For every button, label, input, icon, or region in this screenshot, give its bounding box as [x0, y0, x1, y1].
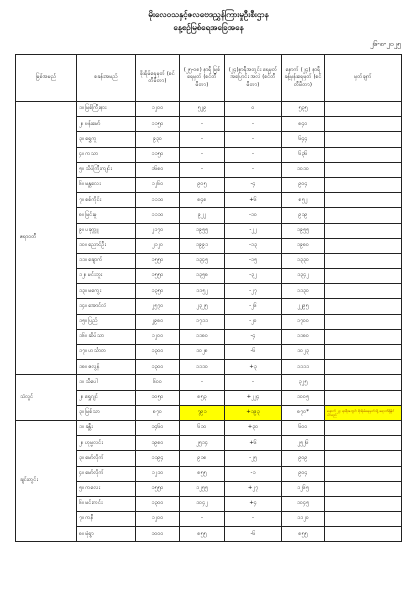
current-level-cell: ၇၉၁ [180, 405, 225, 420]
level-change-cell: - [225, 512, 282, 527]
remark-cell [325, 375, 402, 390]
station-cell: ၇။ စစ်ကိုင်း [77, 193, 136, 208]
warning-level-cell: ၁၁၉၄ [136, 451, 180, 466]
river-name-cell: သံလွင် [16, 375, 77, 421]
current-level-cell: ၁၁၁၀ [180, 360, 225, 375]
warning-level-cell: ၁၁၁၀ [136, 208, 180, 223]
station-cell: ၁၅။ ပြည် [77, 314, 136, 329]
station-cell: ၇။ ကနီ [77, 512, 136, 527]
warning-level-cell: ၁၁၅၀ [136, 117, 180, 132]
remark-cell [325, 147, 402, 162]
station-cell: ၅။ သိပ်ကြီးကျင်း [77, 162, 136, 177]
current-level-cell: ၉၀၅ [180, 177, 225, 192]
station-cell: ၈။ မုံရွာ [77, 527, 136, 542]
warning-level-cell: ၁၀၅၀ [136, 390, 180, 405]
station-cell: ၁၂။ မင်းဘူး [77, 269, 136, 284]
forecast-cell: ၆၄၄ [282, 132, 325, 147]
forecast-cell: ၁၀၀၅ [282, 390, 325, 405]
river-name-cell: ဧရာဝတီ [16, 102, 77, 375]
col-header-change: (၂၄)နာရီအတွင်း ရေမှတ်အပြောင်း အလဲ (စင်တီမီတာ) [225, 55, 282, 102]
header-row [16, 55, 402, 102]
current-level-cell: ၁၀၂၈ [180, 345, 225, 360]
level-change-cell: -၂၅ [225, 451, 282, 466]
forecast-cell: ၁၀၂၃ [282, 345, 325, 360]
remark-cell [325, 329, 402, 344]
level-change-cell: -၂၆ [225, 299, 282, 314]
current-level-cell: ၉၂၂ [180, 208, 225, 223]
remark-cell [325, 177, 402, 192]
station-cell: ၁၈။ ဇလွန် [77, 360, 136, 375]
remark-cell [325, 208, 402, 223]
forecast-cell: ၁၁၃၀ [282, 284, 325, 299]
level-change-cell: -၆ [225, 345, 282, 360]
level-change-cell: +၂၂၄ [225, 390, 282, 405]
river-name-cell: ချင်းတွင်း [16, 420, 77, 542]
forecast-cell: ၈၅၅ [282, 527, 325, 542]
station-cell: ၁၁။ ချောက် [77, 253, 136, 268]
current-level-cell: ၁၁၈၀ [180, 329, 225, 344]
warning-level-cell: ၁၂၀၀ [136, 512, 180, 527]
level-change-cell: -၄ [225, 177, 282, 192]
report-date: ၂၆-၈-၂၀၂၅ [369, 40, 401, 48]
remark-cell [325, 345, 402, 360]
level-change-cell: -၁၅ [225, 253, 282, 268]
current-level-cell: ၈၅၅ [180, 466, 225, 481]
forecast-cell: ၉၀၉ [282, 451, 325, 466]
station-cell: ၂။ ရွှေဂျင် [77, 390, 136, 405]
current-level-cell: ၁၃၄၅ [180, 253, 225, 268]
station-cell: ၉။ ပခုက္ကူ [77, 223, 136, 238]
level-change-cell: -၂၀ [225, 314, 282, 329]
level-change-cell: -၂၂ [225, 223, 282, 238]
table-row [16, 420, 402, 435]
warning-level-cell: ၁၁၅၀ [136, 147, 180, 162]
level-change-cell: -၁၀ [225, 208, 282, 223]
level-change-cell: ၀ [225, 102, 282, 117]
station-cell: ၃။ ရွှေကူ [77, 132, 136, 147]
warning-level-cell: ၁၂၀၀ [136, 329, 180, 344]
station-cell: ၁၀။ ညောင်ဦး [77, 238, 136, 253]
level-change-cell: +၁၉၃ [225, 405, 282, 420]
current-level-cell: ၂၃၂၅ [180, 299, 225, 314]
remark-cell [325, 420, 402, 435]
forecast-cell: ၃၂၅ [282, 375, 325, 390]
river-level-table [15, 54, 402, 542]
forecast-cell: ၆၃၆ [282, 147, 325, 162]
current-level-cell: ၈၅၃ [180, 390, 225, 405]
warning-level-cell: ၁၆၈၀ [136, 162, 180, 177]
remark-cell [325, 253, 402, 268]
forecast-cell: ၁၉၅၅ [282, 223, 325, 238]
level-change-cell: -၂၇ [225, 284, 282, 299]
station-cell: ၈။ မြင်းမူ [77, 208, 136, 223]
level-change-cell: -၃၂ [225, 269, 282, 284]
current-level-cell: - [180, 147, 225, 162]
current-level-cell: ၈၅၅ [180, 527, 225, 542]
warning-level-cell: ၁၅၅၀ [136, 481, 180, 496]
level-change-cell: -၆ [225, 527, 282, 542]
current-level-cell: - [180, 132, 225, 147]
station-cell: ၆။ မင်းကင်း [77, 496, 136, 511]
current-level-cell: - [180, 117, 225, 132]
current-level-cell: - [180, 512, 225, 527]
station-cell: ၅။ ကလေး [77, 481, 136, 496]
remark-cell: နောက် ၂၄ နာရီအတွင်း စိုးရိမ်ရေမှတ်သို့ ရောက်ရှိနိုင်ပါသည် [325, 405, 402, 420]
station-cell: ၂။ ဟုမ္မလင်း [77, 436, 136, 451]
forecast-cell: ၁၂၆၅ [282, 481, 325, 496]
station-cell: ၁။ မြစ်ကြီးနား [77, 102, 136, 117]
warning-level-cell: ၂၅၇၀ [136, 299, 180, 314]
forecast-cell: ၁၀၁၀ [282, 162, 325, 177]
station-cell: ၁၇။ ဟင်္သာတ [77, 345, 136, 360]
level-change-cell: +၄ [225, 496, 282, 511]
warning-level-cell: ၁၃၅၀ [136, 284, 180, 299]
remark-cell [325, 436, 402, 451]
report-subtitle: နေ့စဉ်မြစ်ရေအခြေအနေ [173, 23, 244, 32]
forecast-cell: ၂၅၂၆ [282, 436, 325, 451]
col-header-river: မြစ်အမည် [16, 55, 77, 102]
forecast-cell: ၁၁၈၀ [282, 329, 325, 344]
station-cell: ၆။ မန္တလေး [77, 177, 136, 192]
current-level-cell: ၁၁၅၂ [180, 284, 225, 299]
remark-cell [325, 466, 402, 481]
warning-level-cell: ၂၁၇၀ [136, 223, 180, 238]
level-change-cell: - [225, 162, 282, 177]
remark-cell [325, 162, 402, 177]
current-level-cell: ၁၃၅၈ [180, 269, 225, 284]
warning-level-cell: ၁၉၈၀ [136, 436, 180, 451]
forecast-cell: ၁၉၈၀ [282, 238, 325, 253]
station-cell: ၂။ ဗန်းမော် [77, 117, 136, 132]
remark-cell [325, 512, 402, 527]
level-change-cell: - [225, 147, 282, 162]
station-cell: ၁။ သီပေါ [77, 375, 136, 390]
remark-cell [325, 193, 402, 208]
col-header-remark: မှတ်ချက် [325, 55, 402, 102]
warning-level-cell: ၁၂၆၀ [136, 177, 180, 192]
remark-cell [325, 269, 402, 284]
current-level-cell: ၆၁၀ [180, 420, 225, 435]
table-body [16, 102, 402, 542]
level-change-cell: -၁၃ [225, 238, 282, 253]
forecast-cell: ၁၁၂၀ [282, 512, 325, 527]
remark-cell [325, 132, 402, 147]
forecast-cell: ၁၃၃၀ [282, 253, 325, 268]
current-level-cell: ၁၇၁၁ [180, 314, 225, 329]
warning-level-cell: ၈၇၀ [136, 405, 180, 420]
warning-level-cell: ၁၃၀၀ [136, 496, 180, 511]
level-change-cell: - [225, 375, 282, 390]
warning-level-cell: ၁၂၁၀ [136, 466, 180, 481]
forecast-cell: ၈၅၂ [282, 193, 325, 208]
level-change-cell: -၁ [225, 466, 282, 481]
col-header-forecast: နောက် (၂၄) နာရီ ခန့်မှန်းရေမှတ် (စင်တီမီတာ) [282, 55, 325, 102]
remark-cell [325, 496, 402, 511]
forecast-cell: ၁၀၄၅ [282, 496, 325, 511]
forecast-cell: ၁၃၄၂ [282, 269, 325, 284]
current-level-cell: ၂၅၁၄ [180, 436, 225, 451]
warning-level-cell: ၁၃၀၀ [136, 360, 180, 375]
remark-cell [325, 390, 402, 405]
station-cell: ၄။ မော်လိုက် [77, 466, 136, 481]
warning-level-cell: ၂၁၂၀ [136, 238, 180, 253]
warning-level-cell: ၁၂၀၀ [136, 102, 180, 117]
station-cell: ၁၄။ အောင်လံ [77, 299, 136, 314]
level-change-cell: +၂၇ [225, 481, 282, 496]
remark-cell [325, 223, 402, 238]
forecast-cell: ၅၃၅ [282, 102, 325, 117]
warning-level-cell: ၉၃၀ [136, 132, 180, 147]
table-row [16, 375, 402, 390]
forecast-cell: ၉၀၄ [282, 466, 325, 481]
remark-cell [325, 117, 402, 132]
forecast-cell: ၈၄၀ [282, 117, 325, 132]
current-level-cell: - [180, 375, 225, 390]
warning-level-cell: ၁၅၅၀ [136, 269, 180, 284]
remark-cell [325, 360, 402, 375]
remark-cell [325, 481, 402, 496]
warning-level-cell: ၁၃၀၀ [136, 345, 180, 360]
col-header-current-level: (၂၅-၀၈) နာရီ မြစ်ရေမှတ် (စင်တီမီတာ) [180, 55, 225, 102]
forecast-cell: ၉၁၉ [282, 208, 325, 223]
current-level-cell: ၁၀၄၂ [180, 496, 225, 511]
level-change-cell: +၆ [225, 193, 282, 208]
remark-cell [325, 299, 402, 314]
forecast-cell: ၁၇၀၀ [282, 314, 325, 329]
remark-cell [325, 527, 402, 542]
level-change-cell: - [225, 117, 282, 132]
station-cell: ၁၃။ မကွေး [77, 284, 136, 299]
current-level-cell: ၁၉၉၁ [180, 238, 225, 253]
current-level-cell: ၈၄၈ [180, 193, 225, 208]
station-cell: ၁၆။ ဆိပ်သာ [77, 329, 136, 344]
station-cell: ၃။ မြစ်သာ [77, 405, 136, 420]
remark-cell [325, 314, 402, 329]
level-change-cell: +၆ [225, 436, 282, 451]
table-row [16, 102, 402, 117]
remark-cell [325, 284, 402, 299]
remark-cell [325, 451, 402, 466]
forecast-cell: ၂၂၉၅ [282, 299, 325, 314]
current-level-cell: ၁၂၅၅ [180, 481, 225, 496]
current-level-cell: ၅၂၉ [180, 102, 225, 117]
current-level-cell: ၁၉၅၅ [180, 223, 225, 238]
current-level-cell: ၉၁၈ [180, 451, 225, 466]
station-cell: ၄။ ကသာ [77, 147, 136, 162]
report-title: မိုးလေဝသနှင့်ဇလဗေဒညွှန်ကြားမှုဦးစီးဌာန [148, 10, 269, 19]
level-change-cell: -၄ [225, 329, 282, 344]
forecast-cell: ၆၀၀ [282, 420, 325, 435]
station-cell: ၃။ မော်လိုက် [77, 451, 136, 466]
warning-level-cell: ၁၄၆၀ [136, 420, 180, 435]
current-level-cell: - [180, 162, 225, 177]
level-change-cell: +၃၀ [225, 420, 282, 435]
warning-level-cell: ၆၀၀ [136, 375, 180, 390]
warning-level-cell: ၁၅၅၀ [136, 253, 180, 268]
forecast-cell: ၁၁၁၁ [282, 360, 325, 375]
col-header-station: စခန်းအမည် [77, 55, 136, 102]
level-change-cell: - [225, 132, 282, 147]
forecast-cell: ၉၀၄ [282, 177, 325, 192]
warning-level-cell: ၁၀၀၀ [136, 527, 180, 542]
warning-level-cell: ၂၉၈၀ [136, 314, 180, 329]
col-header-warning-level: စိုးရိမ်ရေမှတ် (စင်တီမီတာ) [136, 55, 180, 102]
level-change-cell: +၃ [225, 360, 282, 375]
warning-level-cell: ၁၁၁၀ [136, 193, 180, 208]
station-cell: ၁။ ခန္တီး [77, 420, 136, 435]
forecast-cell: ၈၇၀* [282, 405, 325, 420]
remark-cell [325, 102, 402, 117]
remark-cell [325, 238, 402, 253]
